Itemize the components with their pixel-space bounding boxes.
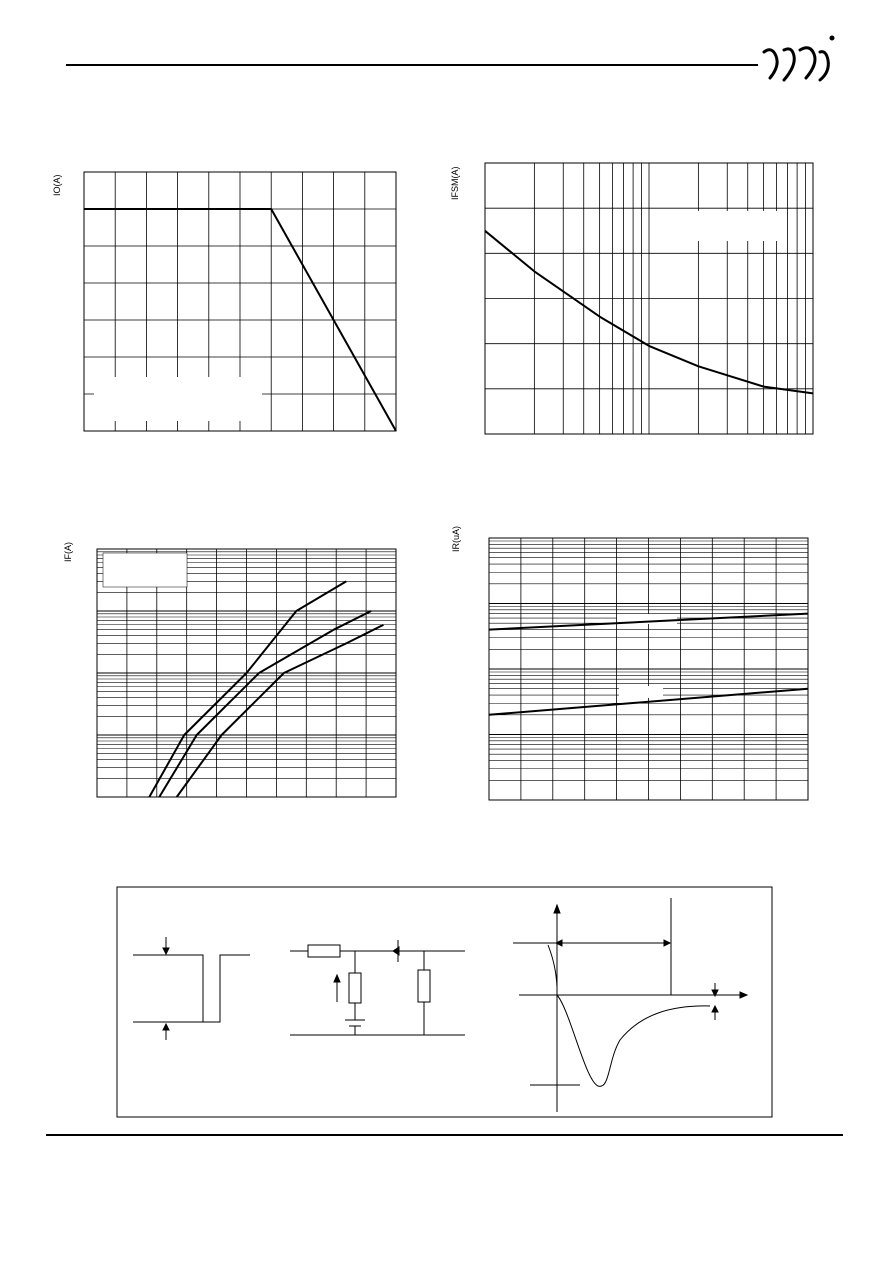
series-line-1 — [489, 614, 808, 630]
header-rule — [66, 64, 758, 66]
series-line-1 — [84, 209, 396, 431]
plot-frame — [485, 163, 813, 434]
series-line-2 — [489, 689, 808, 715]
series-line-1 — [149, 581, 346, 797]
series-line-2 — [159, 611, 371, 797]
chart1-ylabel: IO(A) — [52, 174, 62, 196]
input-pulse-waveform — [133, 937, 250, 1040]
series-line-3 — [177, 625, 384, 797]
plot-frame — [97, 549, 396, 797]
legend-box — [617, 614, 677, 624]
footer-rule — [46, 1134, 843, 1136]
test-circuit — [290, 940, 465, 1035]
legend-box — [619, 686, 663, 698]
legend-box — [94, 377, 262, 421]
chart2-ylabel: IFSM(A) — [450, 166, 460, 200]
chart3-ylabel: IF(A) — [63, 542, 73, 562]
company-logo-icon — [0, 0, 892, 120]
plot-frame — [84, 172, 396, 431]
recovery-waveform — [513, 898, 747, 1112]
plot-frame — [489, 538, 808, 800]
chart4-ylabel: IR(uA) — [451, 525, 461, 552]
series-line-1 — [485, 231, 813, 394]
legend-box — [103, 553, 187, 587]
legend-box — [653, 211, 785, 241]
